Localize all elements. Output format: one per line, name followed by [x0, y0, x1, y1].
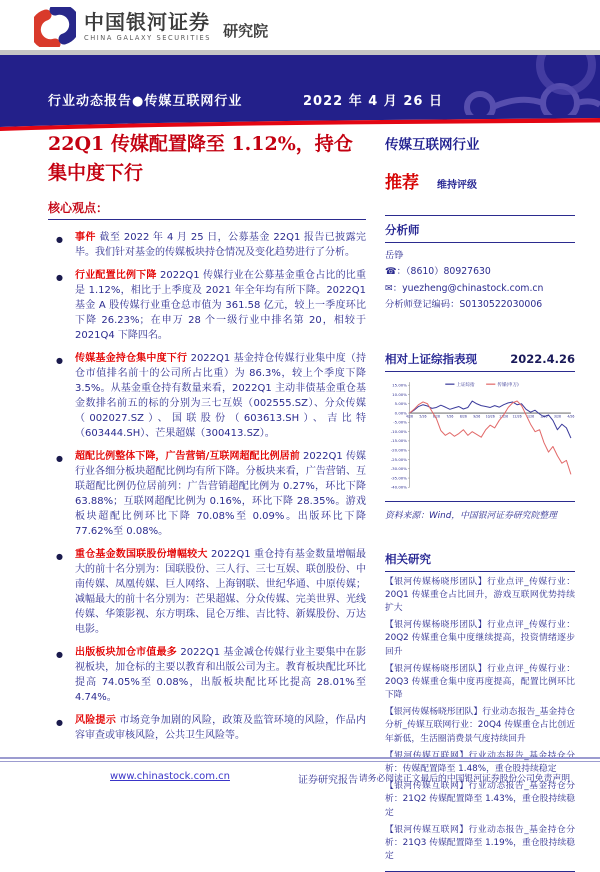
banner-date: 2022 年 4 月 26 日: [303, 94, 443, 109]
banner: [0, 55, 600, 115]
svg-text:-35.00%: -35.00%: [390, 475, 407, 481]
analyst-reg-code: 分析师登记编码：S0130522030006: [385, 298, 543, 310]
bullet-icon: ●: [56, 272, 63, 282]
brand-names: [84, 12, 211, 42]
svg-text:9/26: 9/26: [473, 414, 481, 419]
bullet-lead: 事件: [75, 231, 96, 243]
svg-text:-5.00%: -5.00%: [393, 419, 407, 425]
core-view-heading: 核心观点：: [48, 199, 366, 220]
related-item: 【银河传媒互联网】行业动态报告_基金持仓分析：传媒配置降至 1.48%，重仓股持续稳定: [385, 750, 575, 775]
footer-divider: [0, 757, 600, 762]
footer-website-link[interactable]: www.chinastock.com.cn: [110, 771, 230, 782]
bullet-icon: ●: [56, 234, 63, 244]
bullet-lead: 风险提示: [75, 714, 117, 726]
svg-text:4/26: 4/26: [405, 414, 414, 419]
core-view-item: [48, 713, 366, 743]
svg-text:-30.00%: -30.00%: [390, 466, 407, 472]
footer-disclaimer: 请务必阅读正文最后的中国银河证券股份公司免责声明: [358, 774, 570, 784]
brand-institute: 研究院: [223, 21, 269, 40]
svg-text:5.00%: 5.00%: [394, 401, 407, 407]
svg-text:10/26: 10/26: [485, 414, 495, 419]
main-content: [48, 130, 366, 751]
svg-text:0.00%: 0.00%: [394, 410, 407, 416]
related-item: 【银河传媒互联网】行业动态报告_基金持仓分析：21Q2 传媒配置降至 1.43%，重仓股持续稳定: [385, 781, 575, 818]
chart-title-row: [385, 351, 575, 371]
svg-text:12/26: 12/26: [512, 414, 522, 419]
related-item: 【银河传媒杨晓彤团队】行业点评_传媒行业：20Q2 传媒重仓集中度继续提高，投资情绪逐步回升: [385, 620, 575, 657]
related-item: 【银河传媒互联网】行业动态报告_基金持仓分析：21Q3 传媒配置降至 1.19%，重仓股持续稳定: [385, 824, 575, 862]
analyst-heading: 分析师: [385, 223, 420, 237]
svg-text:传媒(申万): 传媒(申万): [497, 382, 519, 388]
rating-note: 维持评级: [437, 180, 477, 191]
svg-text:11/26: 11/26: [499, 414, 509, 419]
performance-line-chart: [385, 376, 575, 497]
bullet-icon: ●: [56, 717, 63, 727]
analyst-name: 岳铮: [385, 250, 404, 261]
chart-title: 相对上证综指表现: [385, 352, 477, 367]
galaxy-logo-icon: [34, 7, 76, 47]
related-list: [385, 576, 575, 864]
bullet-icon: ●: [56, 453, 63, 463]
svg-text:5/26: 5/26: [419, 414, 427, 419]
analyst-info: [385, 248, 575, 313]
core-view-item: [48, 230, 366, 260]
divider: [385, 242, 575, 243]
bullet-text: 2022Q1 基金持仓传媒行业集中度（持仓市值排名前十的公司所占比重）为 86.3%，较上个季度下降 3.5%。从基金重仓持有数量来看，2022Q1 主动非债基金重仓基金数排名前五的标的分别为三七互娱（002555.SZ）、分众传媒（002027.SZ）、国联股份（603613.SH）、吉比特（603444.SH）、芒果超媒（300413.SZ）。: [75, 352, 367, 439]
bullet-lead: 行业配置比例下降: [75, 269, 157, 281]
svg-text:4/26: 4/26: [567, 414, 575, 419]
bullet-text: 2022Q1 重仓持有基金数量增幅最大的前十名分别为：国联股份、三人行、三七互娱、联创股份、中南传媒、凤凰传媒、巨人网络、上海钢联、世纪华通、中原传媒；减幅最大的前十名分别为：芒果超媒、分众传媒、完美世界、光线传媒、华策影视、东方明珠、昆仑万维、吉比特、新媒股份、万达电影。: [75, 548, 367, 635]
svg-text:7/26: 7/26: [446, 414, 454, 419]
brand-name-cn: 中国银河证券: [84, 10, 210, 35]
brand-name-en: CHINA GALAXY SECURITIES: [84, 34, 212, 43]
related-heading: 相关研究: [385, 551, 431, 566]
divider: [385, 571, 575, 572]
bullet-icon: ●: [56, 551, 63, 561]
analyst-email-text: ：yuezheng@chinastock.com.cn: [392, 282, 544, 294]
svg-text:2/26: 2/26: [540, 414, 548, 419]
email-icon: ✉: [385, 282, 393, 294]
svg-text:3/26: 3/26: [553, 414, 562, 419]
related-item: 【银河传媒杨晓彤团队】行业点评_传媒行业：20Q1 传媒重仓占比回升，游戏互联网优势持续扩大: [385, 576, 575, 613]
related-item: 【银河传媒杨晓彤团队】行业动态报告_基金持仓分析_传媒互联网行业：20Q4 传媒重仓占比创近年新低，生活圈消费景气度持续回升: [385, 707, 575, 744]
core-view-item: [48, 351, 366, 441]
svg-text:6/26: 6/26: [432, 414, 440, 419]
svg-text:-25.00%: -25.00%: [390, 456, 407, 462]
bullet-text: 2022Q1 传媒行业各细分板块超配比例均有所下降。分板块来看，广告营销、互联超配比例仍位居前列：广告营销超配比例为 0.27%，环比下降 63.88%；互联网超配比例为 0.16%，环比下降 28.35%。游戏板块超配比例环比下降 70.08%至 0.09%。出版环比下降 77.62%至 0.08%。: [75, 450, 366, 537]
core-view-item: [48, 547, 366, 637]
bullet-icon: ●: [56, 355, 63, 365]
related-research: [385, 545, 575, 872]
svg-text:上证综指: 上证综指: [456, 382, 475, 388]
sidebar-industry-title: 传媒互联网行业: [385, 137, 480, 153]
svg-text:-15.00%: -15.00%: [390, 438, 407, 444]
chart-date: 2022.4.26: [510, 352, 575, 367]
bullet-lead: 传媒基金持仓集中度下行: [75, 352, 188, 364]
analyst-email: [385, 281, 575, 297]
analyst-phone-text: ：（8610）80927630: [396, 266, 491, 278]
bullet-lead: 超配比例整体下降，广告营销/互联网超配比例居前: [75, 450, 300, 462]
bullet-icon: ●: [56, 649, 63, 659]
banner-report-type: 行业动态报告●传媒互联网行业: [48, 94, 243, 109]
phone-icon: ☎: [385, 266, 397, 278]
svg-text:-10.00%: -10.00%: [390, 429, 407, 435]
relative-performance-chart: [385, 351, 575, 521]
bullet-text: 2022Q1 基金减仓传媒行业主要集中在影视板块，加仓标的主要以教育和出版公司为主。教育板块配比环比提高 74.05%至 0.08%，出版板块配比环比提高 28.01%至 4.74%。: [75, 646, 367, 703]
core-view-item: [48, 449, 366, 539]
related-item: 【银河传媒杨晓彤团队】行业点评_传媒行业：20Q3 传媒重仓集中度再度提高，配置比例环比下降: [385, 663, 575, 701]
rating-row: [385, 168, 575, 193]
bullet-lead: 出版板块加仓市值最多: [75, 646, 177, 658]
bullet-text: 2022Q1 传媒行业在公募基金重仓占比的比重是 1.12%，相比于上季度及 2021 年全年均有所下降。2022Q1 基金 A 股传媒行业重仓总市值为 361.58 亿元，较上一季度环比下降 26.23%；在申万 28 个一级行业中排名第 20，相较于 2021Q4 下降四名。: [75, 269, 367, 341]
red-swoosh-decoration: [0, 115, 600, 131]
core-view-list: [48, 230, 366, 743]
page-title: 22Q1 传媒配置降至 1.12%，持仓集中度下行: [48, 133, 353, 185]
bullet-text: 截至 2022 年 4 月 25 日，公募基金 22Q1 报告已披露完毕。我们针对基金的传媒板块持仓情况及变化趋势进行了分析。: [75, 231, 366, 258]
svg-text:-40.00%: -40.00%: [390, 484, 407, 490]
svg-text:1/26: 1/26: [527, 414, 535, 419]
rating-badge: 推荐: [385, 173, 419, 193]
brand-header: [34, 7, 268, 47]
bullet-lead: 重仓基金数国联股份增幅较大: [75, 548, 208, 560]
svg-text:10.00%: 10.00%: [392, 391, 407, 397]
footer-report-type: 证券研究报告: [298, 775, 358, 786]
svg-text:15.00%: 15.00%: [392, 382, 407, 388]
core-view-item: [48, 268, 366, 343]
chart-frame: [385, 371, 575, 502]
svg-text:-20.00%: -20.00%: [390, 447, 407, 453]
chart-source-note: 资料来源：Wind，中国银河证券研究院整理: [385, 510, 557, 521]
svg-text:8/26: 8/26: [459, 414, 467, 419]
analyst-phone: [385, 264, 575, 280]
core-view-item: [48, 645, 366, 705]
bullet-text: 市场竞争加剧的风险，政策及监管环境的风险，作品内容审查或审核风险，公共卫生风险等。: [75, 714, 367, 741]
